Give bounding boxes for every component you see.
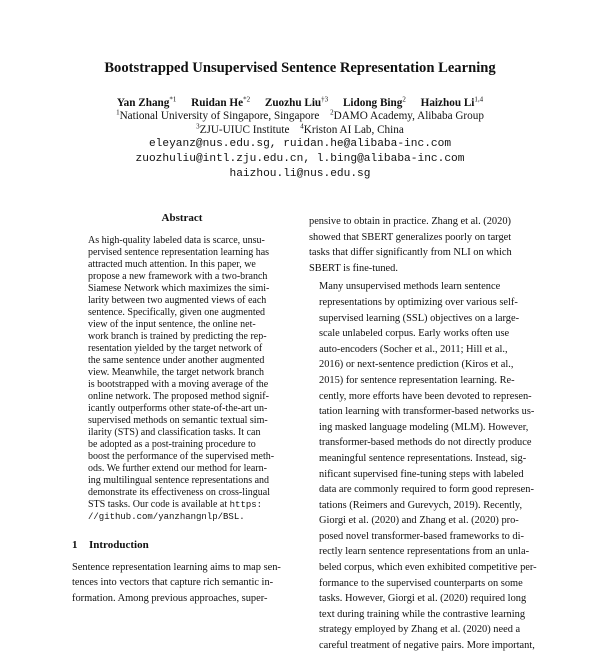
text-line: is bootstrapped with a moving average of the <box>88 379 269 390</box>
text-line: nificant supervised fine-tuning steps with labeled <box>319 468 524 480</box>
code-link[interactable]: https: <box>229 500 263 510</box>
text-line: data are commonly required to form good represen- <box>319 484 534 496</box>
text-line: representations by optimizing over various self- <box>319 296 518 308</box>
affiliations-line-1: $^1$National University of Singapore, Singapore $^2$DAMO Academy, Alibaba Group <box>116 108 484 122</box>
introduction-text <box>72 560 292 606</box>
text-line: Many unsupervised methods learn sentence <box>319 281 501 293</box>
section-heading: 1 Introduction <box>72 539 149 551</box>
text-line: formation. Among previous approaches, super- <box>72 592 268 604</box>
paragraph <box>309 214 531 276</box>
author: Ruidan He$^{*2}$ <box>191 95 251 109</box>
text-line: showed that SBERT generalizes poorly on target <box>309 231 512 243</box>
text-line: Siamese Network which maximizes the simi- <box>88 283 270 294</box>
right-column <box>309 214 537 654</box>
email-line: haizhou.li@nus.edu.sg <box>229 168 371 180</box>
abstract-body <box>72 235 293 523</box>
text-line: SBERT is fine-tuned. <box>309 262 398 274</box>
text-line: larity between two augmented views of each <box>88 295 267 306</box>
text-line: text during training while the contrastive learning <box>319 608 526 620</box>
author: Haizhou Li$^{1,4}$ <box>420 95 484 109</box>
text-line: supervised methods on semantic textual sim- <box>88 415 268 426</box>
text-line: propose a new framework with a two-branch <box>88 271 268 282</box>
text-line: formance to the supervised counterparts on some <box>319 577 523 589</box>
text-line: transformer-based methods do not directly produce <box>319 437 532 449</box>
text-line: tasks that differ significantly from NLI on which <box>309 247 512 259</box>
email-line: eleyanz@nus.edu.sg, ruidan.he@alibaba-inc.com <box>148 138 452 150</box>
abstract-heading: Abstract <box>161 212 203 224</box>
text-line: beled corpus, which even exhibited competitive per- <box>319 562 537 574</box>
text-line: boost the performance of the supervised meth- <box>88 451 275 462</box>
author: Zuozhu Liu$^{\dagger 3}$ <box>264 95 329 109</box>
text-line: posed novel transformer-based frameworks to di- <box>319 530 524 542</box>
paragraph <box>309 279 537 653</box>
text-line: demonstrate its effectiveness on cross-lingual <box>88 487 270 498</box>
text-line: 2015) for sentence representation learning. Re- <box>319 374 515 386</box>
text-line: resentation yielded by the target network of <box>88 343 263 354</box>
text-line: supervised learning (SSL) objectives on a large- <box>319 312 520 324</box>
text-line: ilarity (STS) and classification tasks. It can <box>88 427 261 438</box>
text-line: the same sentence under another augmented <box>88 355 265 366</box>
text-line: tasks. However, Giorgi et al. (2020) required long <box>319 593 527 605</box>
text-line: As high-quality labeled data is scarce, unsu- <box>88 235 265 246</box>
text-line: be adopted as a post-training procedure to <box>88 439 256 450</box>
text-line: tences into vectors that capture rich semantic in- <box>72 577 274 589</box>
text-line: pensive to obtain in practice. Zhang et al. (2020) <box>309 216 511 227</box>
code-link[interactable]: //github.com/yanzhangnlp/BSL. <box>88 512 245 522</box>
text-line: tations (Reimers and Gurevych, 2019). Recently, <box>319 499 523 511</box>
email-line: zuozhuliu@intl.zju.edu.cn, l.bing@alibaba-inc.com <box>135 153 465 165</box>
text-line: work branch is trained by predicting the rep- <box>88 331 267 342</box>
text-line: ing masked language modeling (MLM). However, <box>319 421 529 433</box>
text-line: pervised sentence representation learning has <box>88 247 270 258</box>
text-line: strategy employed by Zhang et al. (2020) need a <box>319 624 521 636</box>
left-column <box>72 212 292 606</box>
text-line: cently, more efforts have been devoted to represen- <box>319 390 532 402</box>
text-line: STS tasks. Our code is available at https: <box>88 499 263 510</box>
text-line: 2016) or next-sentence prediction (Kiros et al., <box>319 359 514 371</box>
text-line: ods. We further extend our method for learn- <box>88 463 267 474</box>
text-line: view. Meanwhile, the target network branch <box>88 367 265 378</box>
text-line: scale unlabeled corpus. Early works often use <box>319 328 510 340</box>
text-line: Giorgi et al. (2020) and Zhang et al. (2020) pro- <box>319 515 519 527</box>
text-line: sentence. Specifically, given one augmented <box>88 307 266 318</box>
text-line: attracted much attention. In this paper, we <box>88 259 256 270</box>
text-line: view of the input sentence, the online net- <box>88 319 256 330</box>
text-line: ing multilingual sentence representations and <box>88 475 270 486</box>
author: Lidong Bing$^2$ <box>342 95 406 109</box>
text-line: icantly outperforms other state-of-the-art un- <box>88 403 268 414</box>
text-line: meaningful sentence representations. Instead, sig- <box>319 452 527 464</box>
author: Yan Zhang$^{*1}$ <box>116 95 177 109</box>
text-line: online network. The proposed method signif- <box>88 391 269 402</box>
paper-title: Bootstrapped Unsupervised Sentence Representation Learning <box>104 60 496 76</box>
text-line: careful treatment of negative pairs. More important, <box>319 640 535 652</box>
text-line: rectly learn sentence representations from an unla- <box>319 546 530 558</box>
text-line: auto-encoders (Socher et al., 2011; Hill et al., <box>319 343 508 355</box>
text-line: Sentence representation learning aims to map sen- <box>72 562 281 573</box>
affiliations-line-2: $^3$ZJU-UIUC Institute $^4$Kriston AI Lab, China <box>196 122 404 136</box>
text-line: tation learning with transformer-based networks us- <box>319 406 535 418</box>
author-emails <box>0 137 600 182</box>
author-list <box>0 95 600 109</box>
